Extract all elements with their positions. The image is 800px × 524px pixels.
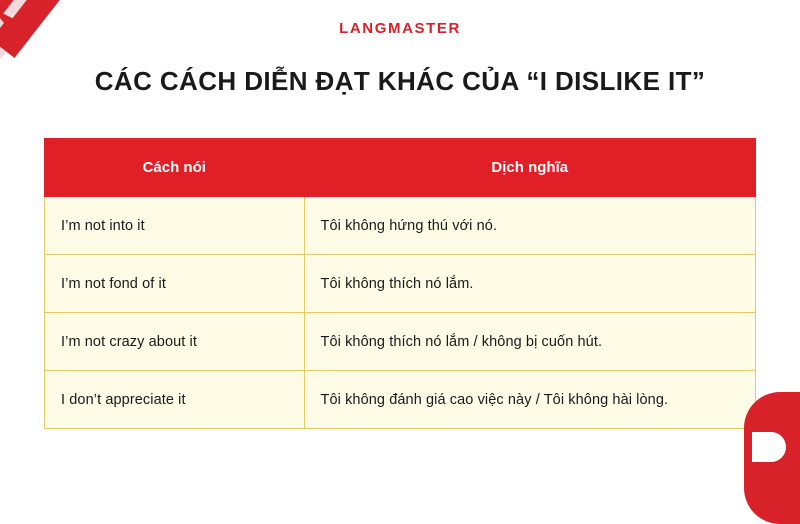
column-header-meaning: Dịch nghĩa — [304, 139, 756, 197]
cell-phrase: I don’t appreciate it — [45, 371, 305, 429]
cell-phrase: I’m not into it — [45, 197, 305, 255]
table-row — [45, 371, 756, 429]
cell-meaning: Tôi không đánh giá cao việc này / Tôi không hài lòng. — [304, 371, 756, 429]
page-title: CÁC CÁCH DIỄN ĐẠT KHÁC CỦA “I DISLIKE IT” — [94, 66, 706, 96]
table-row — [45, 313, 756, 371]
phrase-table-container — [44, 138, 756, 429]
table-row — [45, 197, 756, 255]
brand-wordmark: LANGMASTER — [339, 20, 461, 37]
column-header-phrase: Cách nói — [45, 139, 305, 197]
decorative-notch — [752, 432, 786, 462]
cell-phrase: I’m not crazy about it — [45, 313, 305, 371]
table-row — [45, 255, 756, 313]
cell-meaning: Tôi không hứng thú với nó. — [304, 197, 756, 255]
cell-meaning: Tôi không thích nó lắm. — [304, 255, 756, 313]
cell-meaning: Tôi không thích nó lắm / không bị cuốn hút. — [304, 313, 756, 371]
table-header-row — [45, 139, 756, 197]
cell-phrase: I’m not fond of it — [45, 255, 305, 313]
phrase-table — [44, 138, 756, 429]
